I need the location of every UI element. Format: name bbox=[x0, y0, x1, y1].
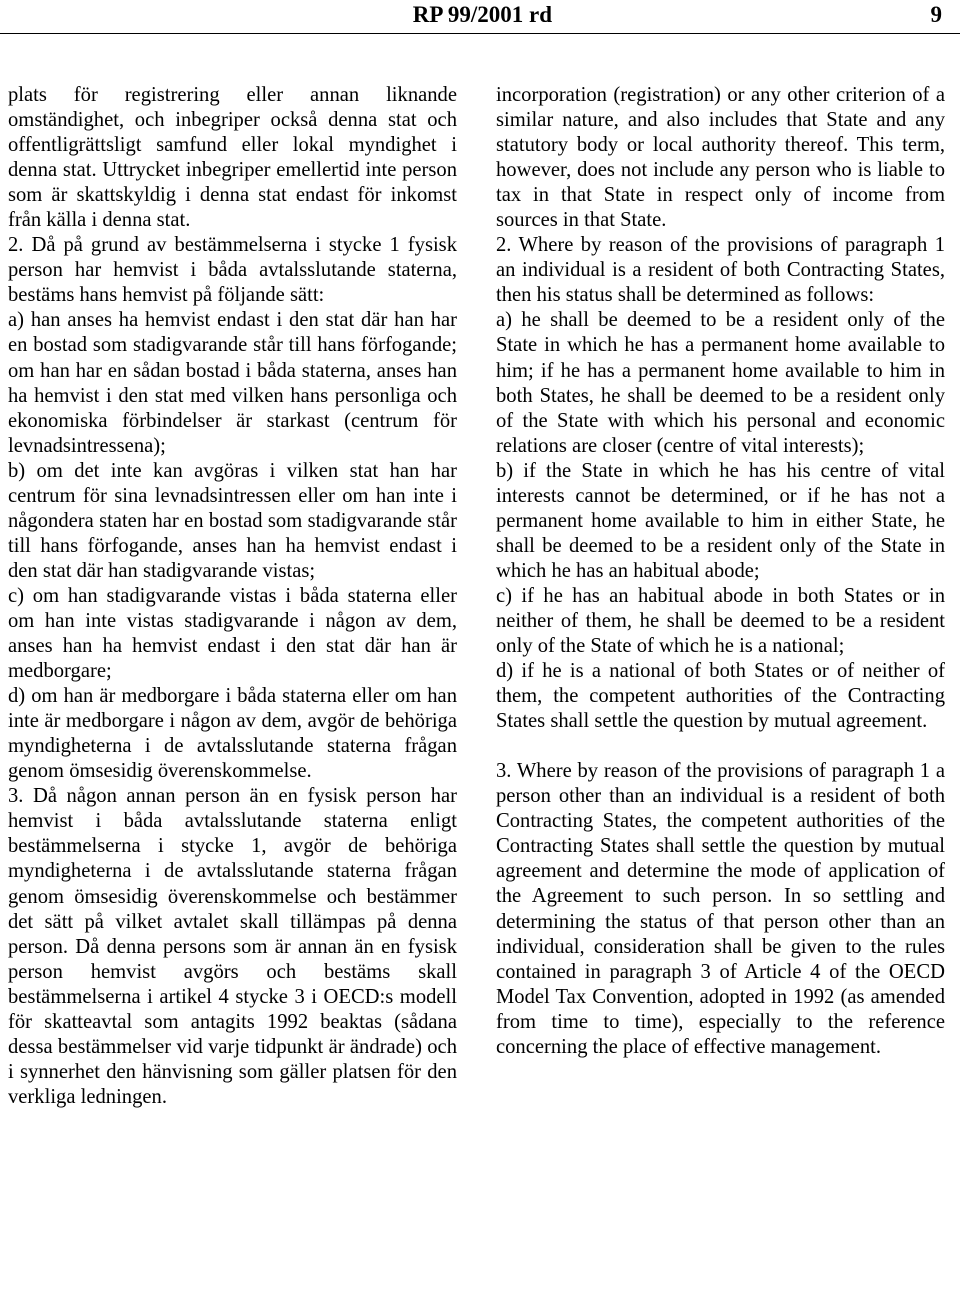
document-reference: RP 99/2001 rd bbox=[412, 2, 552, 27]
paragraph-2c: c) om han stadigvarande vistas i båda staterna eller om han inte vistas stadigvarande i någon av dem, anses han ha hemvist endast i den stat där han är medborgare; bbox=[8, 584, 457, 683]
swedish-column bbox=[8, 83, 457, 1110]
paragraph-2d: d) if he is a national of both States or of neither of them, the competent authorities of the Contracting States shall settle the question by mutual agreement. bbox=[496, 660, 945, 733]
paragraph-2b: b) om det inte kan avgöras i vilken stat han har centrum för sina levnadsintressen eller om han inte i någondera staten har en bostad som stadigvarande står till hans förfogande, anses han ha hemvist endast i den stat där han stadigvarande vistas; bbox=[8, 459, 457, 582]
page-number: 9 bbox=[930, 2, 942, 27]
paragraph-intro-continuation: incorporation (registration) or any other criterion of a similar nature, and also includes that State and any statutory body or local authority thereof. This term, however, does not include any person who is liable to tax in that State in respect only of income from sources in that State. bbox=[496, 84, 945, 232]
paragraph-intro-continuation: plats för registrering eller annan liknande omständighet, och inbegriper också denna stat och offentligrättsligt samfund eller lokal myndighet i denna stat. Uttrycket inbegriper emellertid inte person som är skattskyldig i denna stat endast för inkomst från källa i denna stat. bbox=[8, 84, 457, 232]
paragraph-2a: a) he shall be deemed to be a resident only of the State in which he has a permanent home available to him; if he has a permanent home available to him in both States, he shall be deemed to be a resident only of the State with which his personal and economic relations are closer (centre of vital interests); bbox=[496, 309, 945, 457]
paragraph-3: 3. Då någon annan person än en fysisk person har hemvist i båda avtalsslutande staterna enligt bestämmelserna i stycke 1, avgör de behöriga myndigheterna i de avtalsslutande staterna frågan genom ömsesidig överenskommelse och bestämmer det sätt på vilket avtalet skall tillämpas på denna person. Då denna persons som är annan än en fysisk person hemvist avgörs och bestäms skall bestämmelserna i artikel 4 stycke 3 i OECD:s modell för skatteavtal som antagits 1992 beaktas (sådana dessa bestämmelser vid varje tidpunkt är ändrade) och i synnerhet den hänvisning som gäller platsen för den verkliga ledningen. bbox=[8, 785, 457, 1108]
header-rule bbox=[0, 33, 960, 34]
page-header bbox=[0, 2, 960, 32]
paragraph-2: 2. Where by reason of the provisions of paragraph 1 an individual is a resident of both Contracting States, then his status shall be determined as follows: bbox=[496, 234, 945, 307]
paragraph-2b: b) if the State in which he has his centre of vital interests cannot be determined, or if he has not a permanent home available to him in either State, he shall be deemed to be a resident only of the State in which he has an habitual abode; bbox=[496, 459, 945, 582]
paragraph-3: 3. Where by reason of the provisions of paragraph 1 a person other than an individual is a resident of both Contracting States, the competent authorities of the Contracting States shall settle the question by mutual agreement and determine the mode of application of the Agreement to such person. In so settling and determining the status of that person other than an individual, consideration shall be given to the rules contained in paragraph 3 of Article 4 of the OECD Model Tax Convention, adopted in 1992 (as amended from time to time), especially to the reference concerning the place of effective management. bbox=[496, 760, 945, 1058]
paragraph-2d: d) om han är medborgare i båda staterna eller om han inte är medborgare i någon av dem, avgör de behöriga myndigheterna i de avtalsslutande staterna frågan genom ömsesidig överenskommelse. bbox=[8, 685, 457, 783]
paragraph-2: 2. Då på grund av bestämmelserna i stycke 1 fysisk person har hemvist i båda avtalsslutande staterna, bestäms hans hemvist på följande sätt: bbox=[8, 234, 457, 307]
paragraph-2a: a) han anses ha hemvist endast i den stat där han har en bostad som stadigvarande står till hans förfogande; om han har en sådan bostad i båda staterna, anses han ha hemvist i den stat med vilken hans personliga och ekonomiska förbindelser är starkast (centrum för levnadsintressena); bbox=[8, 309, 457, 457]
english-column bbox=[496, 83, 945, 1060]
paragraph-2c: c) if he has an habitual abode in both States or in neither of them, he shall be deemed to be a resident only of the State of which he is a national; bbox=[496, 584, 945, 658]
